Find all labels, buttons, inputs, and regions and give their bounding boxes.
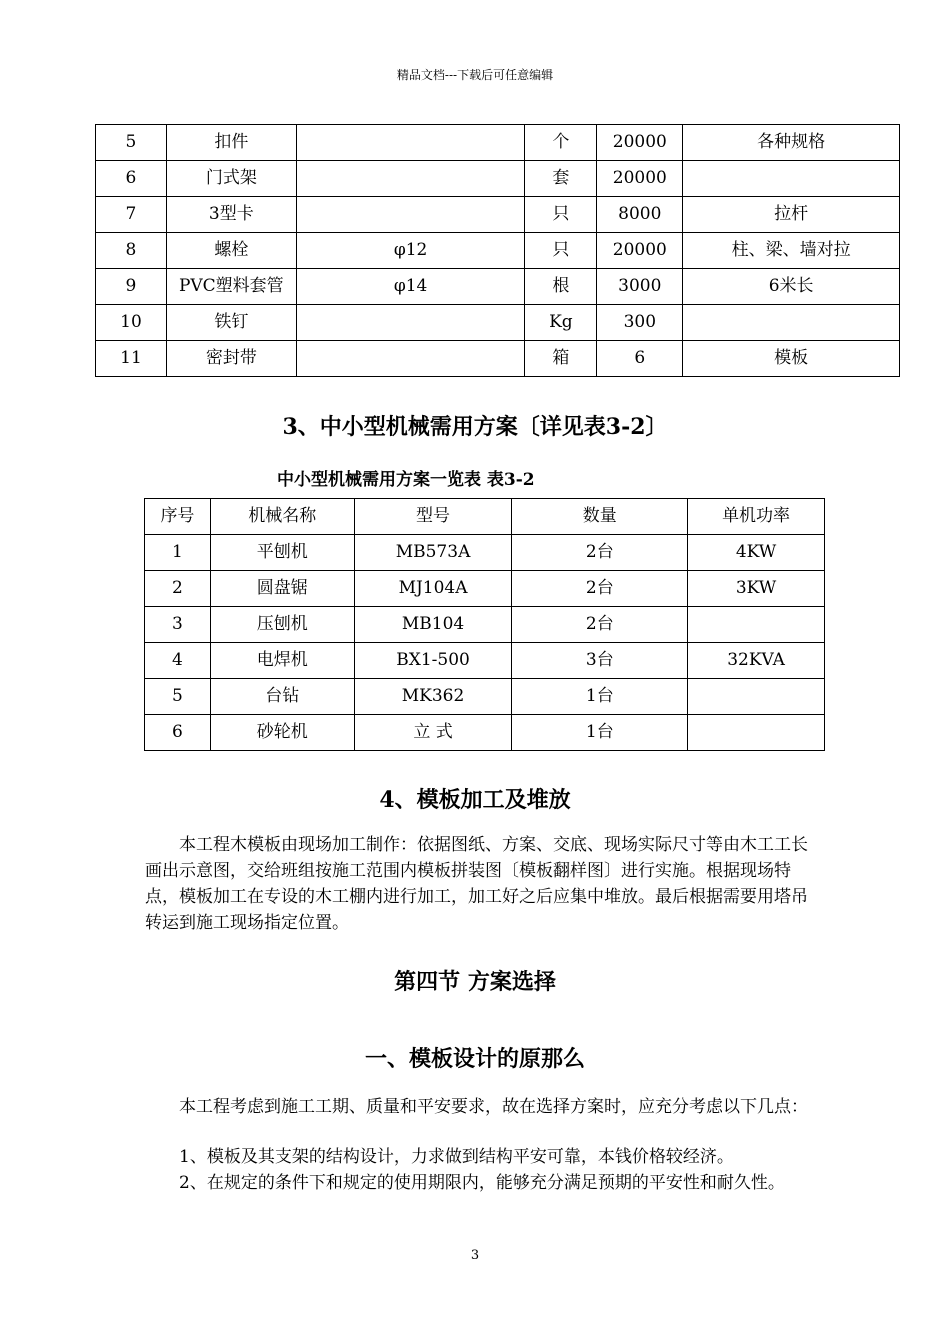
table-row <box>145 571 825 607</box>
table-row <box>96 233 900 269</box>
table-cell: 5 <box>96 125 167 161</box>
table-row <box>145 715 825 751</box>
table-cell: φ12 <box>296 233 525 269</box>
table-row <box>96 341 900 377</box>
table-cell: 各种规格 <box>683 125 900 161</box>
table-cell: MB573A <box>354 535 512 571</box>
chapter-heading: 第四节 方案选择 <box>394 969 556 995</box>
table-cell: 螺栓 <box>166 233 296 269</box>
table-cell: 台钻 <box>210 679 354 715</box>
table-cell: MK362 <box>354 679 512 715</box>
table-cell: 3KW <box>688 571 825 607</box>
table-cell: 32KVA <box>688 643 825 679</box>
table-cell: Kg <box>525 305 597 341</box>
table-cell: 压刨机 <box>210 607 354 643</box>
table-cell: 2台 <box>512 607 688 643</box>
table-cell: 铁钉 <box>166 305 296 341</box>
table-cell: 电焊机 <box>210 643 354 679</box>
table-cell: 2台 <box>512 571 688 607</box>
table-cell: 20000 <box>597 125 683 161</box>
principle-heading: 一、模板设计的原那么 <box>364 1046 585 1072</box>
section4-heading: 4、模板加工及堆放 <box>379 787 571 813</box>
page-header: 精品文档---下载后可任意编辑 <box>396 68 554 82</box>
table-cell: 1台 <box>512 715 688 751</box>
table-cell <box>688 607 825 643</box>
table-cell <box>688 715 825 751</box>
table-cell: 2台 <box>512 535 688 571</box>
table-cell: 4KW <box>688 535 825 571</box>
table-cell <box>296 125 525 161</box>
table-cell <box>296 305 525 341</box>
table-row <box>96 269 900 305</box>
table-cell: 9 <box>96 269 167 305</box>
table-cell: 20000 <box>597 233 683 269</box>
table-cell: 7 <box>96 197 167 233</box>
table-cell: 6 <box>145 715 211 751</box>
table-cell: 模板 <box>683 341 900 377</box>
table-cell: 平刨机 <box>210 535 354 571</box>
table-cell: 8000 <box>597 197 683 233</box>
page-number: 3 <box>470 1248 480 1263</box>
table-cell: BX1-500 <box>354 643 512 679</box>
table-cell: 6 <box>96 161 167 197</box>
table-row <box>145 535 825 571</box>
principle-item-2: 2、在规定的条件下和规定的使用期限内，能够充分满足预期的平安性和耐久性。 <box>179 1173 785 1193</box>
principle-intro: 本工程考虑到施工工期、质量和平安要求，故在选择方案时，应充分考虑以下几点： <box>179 1097 808 1117</box>
table-cell: 6 <box>597 341 683 377</box>
table-row <box>96 197 900 233</box>
table-cell: 柱、梁、墙对拉 <box>683 233 900 269</box>
table32-caption: 中小型机械需用方案一览表 表3-2 <box>277 470 535 490</box>
table-cell: 立 式 <box>354 715 512 751</box>
table-row <box>96 125 900 161</box>
table-cell: 密封带 <box>166 341 296 377</box>
table-cell: 4 <box>145 643 211 679</box>
table-cell: 只 <box>525 197 597 233</box>
table-cell: 3 <box>145 607 211 643</box>
table-cell: 机械名称 <box>210 499 354 535</box>
table-cell: 根 <box>525 269 597 305</box>
table-row <box>145 607 825 643</box>
table-cell: 3台 <box>512 643 688 679</box>
table-row <box>145 643 825 679</box>
table-row <box>145 679 825 715</box>
table-cell: 圆盘锯 <box>210 571 354 607</box>
table-cell: 2 <box>145 571 211 607</box>
table-cell: 单机功率 <box>688 499 825 535</box>
table-cell: 300 <box>597 305 683 341</box>
section4-paragraph: 本工程木模板由现场加工制作：依据图纸、方案、交底、现场实际尺寸等由木工工长画出示意图，交给班组按施工范围内模板拼装图〔模板翻样图〕进行实施。根据现场特点，模板加工在专设的木工棚内进行加工，加工好之后应集中堆放。最后根据需要用塔吊转运到施工现场指定位置。 <box>145 835 808 933</box>
table-cell <box>296 161 525 197</box>
table-cell: 箱 <box>525 341 597 377</box>
table-cell: MB104 <box>354 607 512 643</box>
table-cell: 10 <box>96 305 167 341</box>
table-cell: 数量 <box>512 499 688 535</box>
table-cell: 8 <box>96 233 167 269</box>
machine-table <box>144 498 825 751</box>
table-cell: 1台 <box>512 679 688 715</box>
table-cell: PVC塑料套管 <box>166 269 296 305</box>
table-cell: 5 <box>145 679 211 715</box>
section3-heading: 3、中小型机械需用方案〔详见表3-2〕 <box>282 414 668 440</box>
table-cell <box>683 161 900 197</box>
table-header-row <box>145 499 825 535</box>
table-cell <box>296 197 525 233</box>
table-cell: MJ104A <box>354 571 512 607</box>
table-cell: 20000 <box>597 161 683 197</box>
materials-table <box>95 124 900 377</box>
principle-item-1: 1、模板及其支架的结构设计，力求做到结构平安可靠，本钱价格较经济。 <box>179 1147 734 1167</box>
table-cell: 3型卡 <box>166 197 296 233</box>
table-cell <box>296 341 525 377</box>
table-row <box>96 305 900 341</box>
table-cell: 套 <box>525 161 597 197</box>
table-cell <box>688 679 825 715</box>
table-cell: 1 <box>145 535 211 571</box>
table-row <box>96 161 900 197</box>
table-cell: 扣件 <box>166 125 296 161</box>
table-cell: 11 <box>96 341 167 377</box>
table-cell: 门式架 <box>166 161 296 197</box>
table-cell: 砂轮机 <box>210 715 354 751</box>
table-cell: 序号 <box>145 499 211 535</box>
table-cell: 型号 <box>354 499 512 535</box>
table-cell: 拉杆 <box>683 197 900 233</box>
table-cell: 6米长 <box>683 269 900 305</box>
table-cell: 个 <box>525 125 597 161</box>
table-cell <box>683 305 900 341</box>
table-cell: 3000 <box>597 269 683 305</box>
table-cell: φ14 <box>296 269 525 305</box>
table-cell: 只 <box>525 233 597 269</box>
